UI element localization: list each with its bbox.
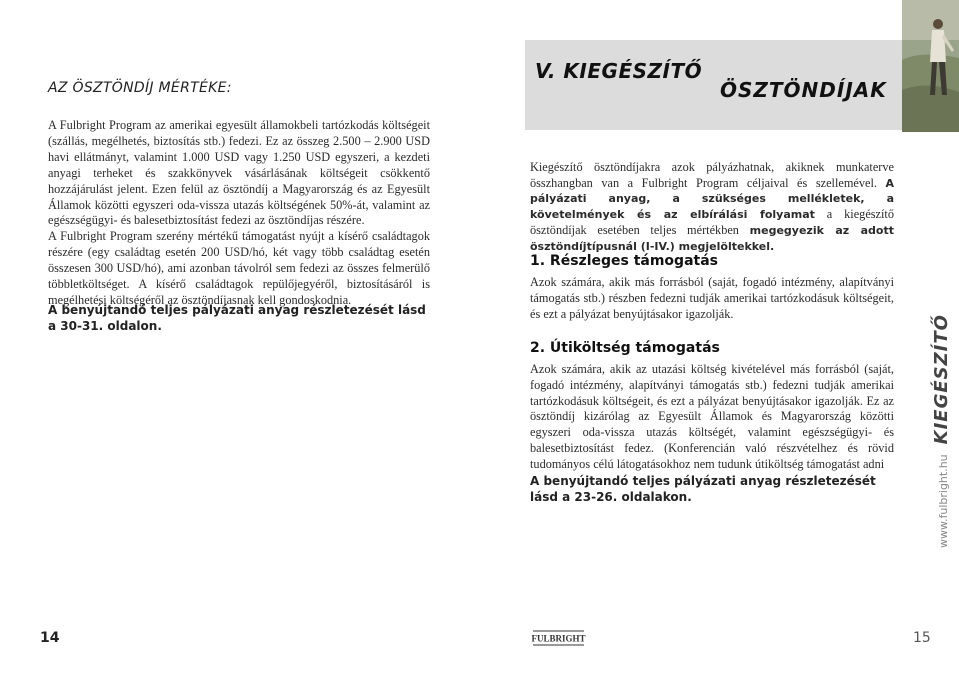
left-body-text	[48, 118, 430, 309]
page-number-right: 15	[913, 630, 931, 646]
side-chapter-title: KIEGÉSZÍTŐ	[931, 314, 952, 445]
intro-highlight-2: megegyezik az adott ösztöndíjtípusnál (I-IV.) megjelöltekkel.	[530, 223, 895, 253]
section-1-title: 1. Részleges támogatás	[530, 253, 718, 269]
left-paragraph-1: A Fulbright Program az amerikai egyesült államokbeli tartózkodás költségeit (szállás, megélhetés, biztosítás stb.) fedezi. Ez az összeg 2.500 – 2.900 USD havi ellátmányt, valamint 1.000 USD vagy 1.250 USD egyszeri, a kezdeti anyagi terheket és szakkönyvek vásárlásának költségeit csökkentő hozzájárulást jelent. Ezen felül az ösztöndíj a Magyarország és az Egyesült Államok közötti egyszeri oda-vissza utazás költségének 50%-át, valamint az egészségügyi- és balesetbiztosítást fedezi az ösztöndíjas részére.	[48, 118, 430, 228]
side-vertical-label	[931, 314, 952, 548]
section-2-text: Azok számára, akik az utazási költség kivételével más forrásból (saját, fogadó intézmény, alapítványi támogatás stb.) fedezni tudják amerikai tartózkodásuk költségeit, és ezt a pályázat benyújtásakor igazolják. Ez az ösztöndíj kizárólag az Egyesült Államok és Magyarország közötti egyszeri oda-vissza utazás költségét, valamint egészségügyi- és balesetbiztosítást fedez. (Konferencián való részvételhez és rövid tudományos célú látogatásokhoz nem tudunk útiköltség támogatást adni	[530, 362, 894, 471]
section-1-text: Azok számára, akik más forrásból (saját, fogadó intézmény, alapítványi támogatás stb.) részben fedezni tudják amerikai tartózkodásuk költségeit, és ezt a pályázat benyújtásakor igazolják.	[530, 275, 894, 321]
logo-text: FULBRIGHT	[531, 633, 586, 644]
intro-text-2: a kiegészítő ösztöndíjak esetében teljes mértékben	[530, 207, 894, 237]
left-paragraph-2: A Fulbright Program szerény mértékű támogatást nyújt a kísérő családtagok részére (egy családtag esetén 200 USD/hó, két vagy több családtag esetén összesen 300 USD/hó), ami azonban távolról sem fedezi az összes felmerülő többletköltséget. A kísérő családtagok repülőjegyéről, biztosításáról is megélhetési költségéről az ösztöndíjasnak kell gondoskodnia.	[48, 229, 430, 307]
chapter-title-part1: V. KIEGÉSZÍTŐ	[535, 59, 703, 83]
intro-paragraph	[530, 160, 894, 254]
side-url[interactable]: www.fulbright.hu	[937, 454, 950, 548]
right-reference-note: A benyújtandó teljes pályázati anyag részletezését lásd a 23-26. oldalakon.	[530, 474, 876, 504]
section-2-title: 2. Útiköltség támogatás	[530, 340, 720, 356]
page-number-left: 14	[40, 630, 60, 646]
intro-highlight-1: A pályázati anyag, a szükséges mellékletek, a követelmények és az elbírálási folyamat	[530, 176, 894, 222]
intro-text-1: Kiegészítő ösztöndíjakra azok pályázhatnak, akiknek munkaterve összhangban van a Fulbright Program céljaival és szellemével.	[530, 160, 894, 190]
header-photo	[902, 0, 959, 132]
chapter-title-part2: ÖSZTÖNDÍJAK	[720, 78, 887, 102]
fulbright-logo	[531, 627, 586, 649]
left-section-heading: AZ ÖSZTÖNDÍJ MÉRTÉKE:	[48, 80, 232, 96]
left-reference-note: A benyújtandó teljes pályázati anyag részletezését lásd a 30-31. oldalon.	[48, 303, 426, 333]
